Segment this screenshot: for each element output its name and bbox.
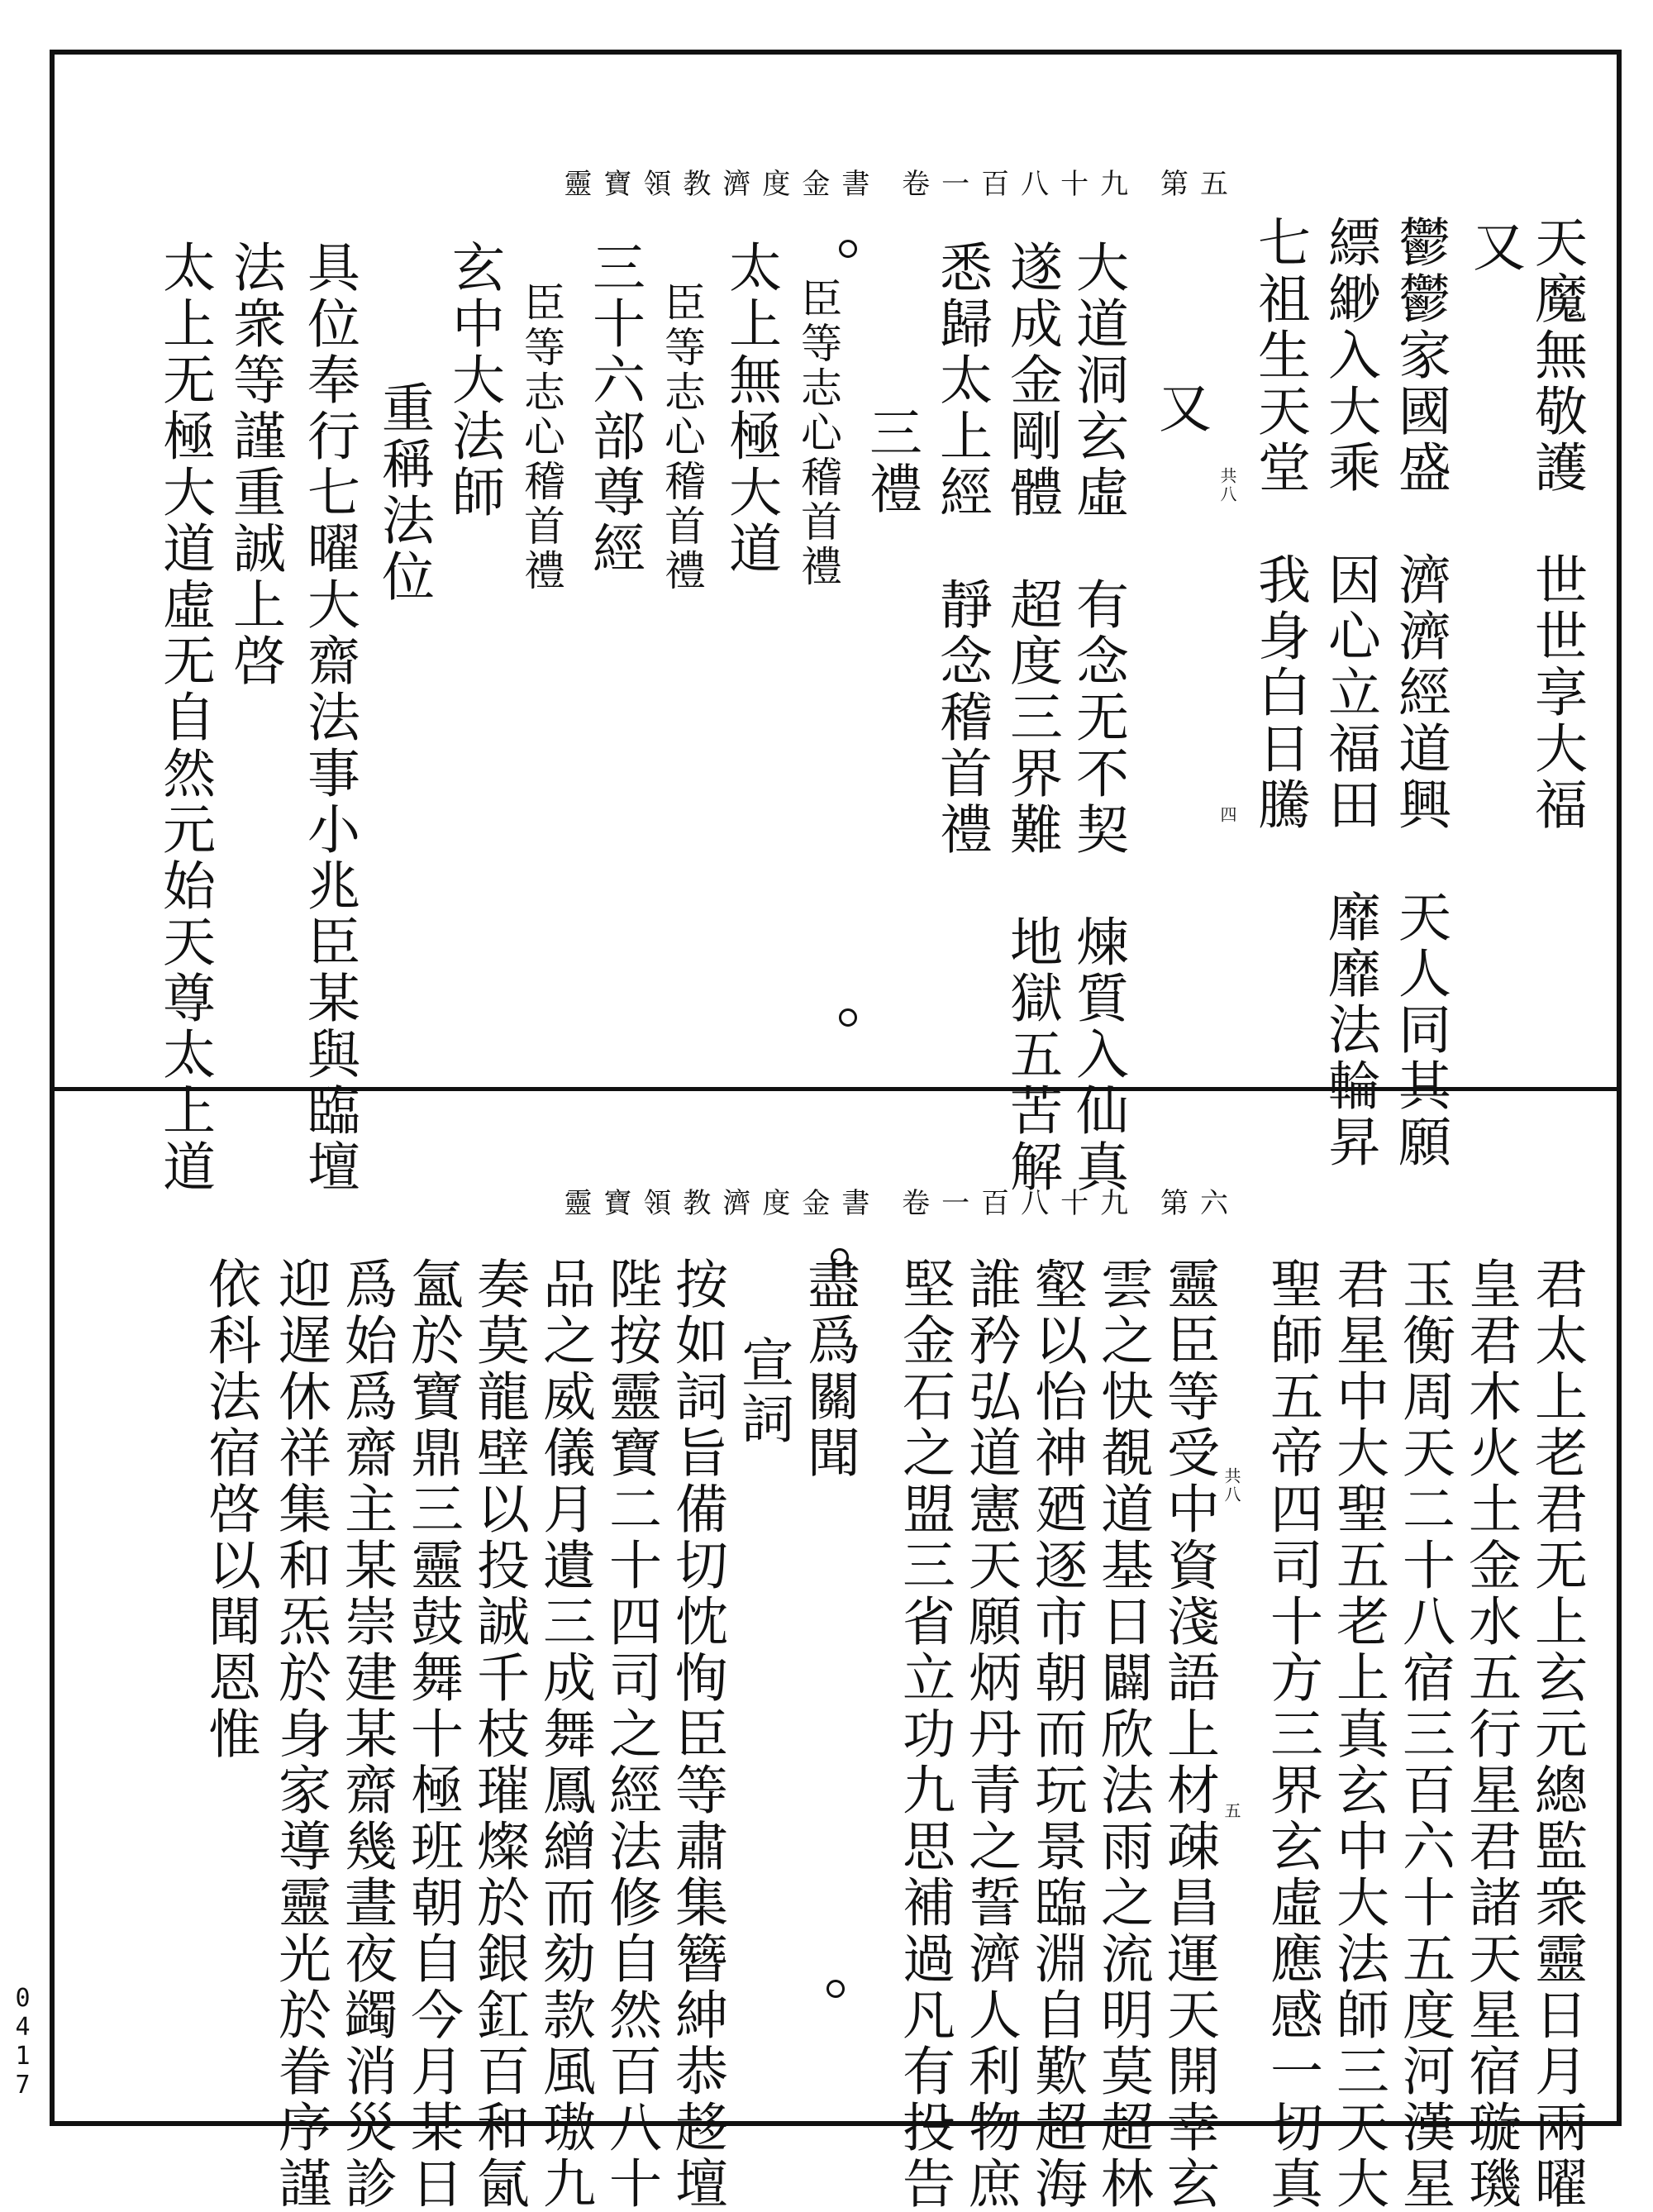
text-column: 雲之快覩道基日闢欣法雨之流明莫超林: [1092, 1256, 1153, 2212]
text-column: 大道洞玄虛 有念无不契 煉質入仙真: [1067, 240, 1128, 1195]
text-column: 壑以怡神廼逐市朝而玩景臨淵自歎超海: [1026, 1256, 1087, 2212]
text-column: 品之威儀月遺三成舞鳳繒而劾款風璈九: [534, 1256, 595, 2212]
text-column: 重稱法位: [373, 380, 434, 605]
text-column: 臣等志心稽首禮: [658, 281, 706, 594]
text-column: 又: [1464, 219, 1525, 275]
marginal-note: 四: [1217, 806, 1237, 824]
text-column: 陛按靈寶二十四司之經法修自然百八十: [600, 1256, 661, 2212]
text-column: 聖師五帝四司十方三界玄虛應感一切真: [1261, 1256, 1322, 2212]
text-column: 具位奉行七曜大齋法事小兆臣某與臨壇: [298, 240, 360, 1195]
text-column: 宣詞: [732, 1335, 793, 1447]
text-column: 奏莫龍壁以投誠千枝璀燦於銀釭百和氤: [468, 1256, 529, 2212]
marginal-note: 五: [1222, 1802, 1241, 1820]
text-column: 悉歸太上經 靜念稽首禮: [931, 240, 992, 858]
text-column: 遂成金剛體 超度三界難 地獄五苦解: [1001, 240, 1062, 1195]
binding-hole-mark: [831, 1248, 849, 1266]
text-column: 靈臣等受中資淺語上材疎昌運天開幸玄: [1158, 1256, 1219, 2212]
binding-hole-mark: [839, 1008, 857, 1027]
binding-hole-mark: [826, 1980, 845, 1998]
text-column: 七祖生天堂 我身白日騰: [1249, 215, 1310, 833]
text-column: 臣等志心稽首禮: [517, 281, 565, 594]
text-column: 氳於寶鼎三靈鼓舞十極班朝自今月某日: [402, 1256, 463, 2212]
text-column: 縹緲入大乘 因心立福田 靡靡法輪昇: [1319, 215, 1380, 1170]
text-column: 太上无極大道虛无自然元始天尊太上道: [154, 240, 215, 1195]
text-column: 盡爲關聞: [798, 1256, 860, 1481]
text-column: 按如詞旨備切忱恂臣等肅集簪紳恭趍壇: [666, 1256, 727, 2212]
text-column: 君太上老君无上玄元總監衆靈日月兩曜: [1526, 1256, 1587, 2212]
text-column: 又: [1150, 380, 1211, 436]
text-column: 臣等志心稽首禮: [794, 277, 842, 589]
bottom-page-header: 靈寶領教濟度金書 卷一百八十九 第六: [564, 1187, 1240, 1220]
text-column: 太上無極大道: [720, 240, 781, 577]
binding-hole-mark: [839, 240, 857, 258]
text-column: 三十六部尊經: [584, 240, 645, 577]
text-column: 天魔無敬護 世世享大福: [1526, 215, 1587, 833]
text-column: 迎遅休祥集和炁於身家導靈光於眷序謹: [269, 1256, 331, 2212]
text-column: 誰矜弘道憲天願炳丹青之誓濟人利物庶: [960, 1256, 1021, 2212]
text-column: 堅金石之盟三省立功九思補過凡有投告: [893, 1256, 955, 2212]
top-page-header: 靈寶領教濟度金書 卷一百八十九 第五: [564, 168, 1240, 201]
text-column: 玄中大法師: [443, 240, 504, 521]
page-divider: [50, 1087, 1622, 1091]
text-column: 依科法宿啓以聞恩惟: [199, 1256, 260, 1762]
text-column: 君星中大聖五老上真玄中大法師三天大: [1327, 1256, 1389, 2212]
marginal-note: 共八: [1217, 467, 1237, 503]
text-column: 法衆等謹重誠上啓: [224, 240, 285, 689]
text-column: 鬱鬱家國盛 濟濟經道興 天人同其願: [1389, 215, 1451, 1170]
text-column: 皇君木火土金水五行星君諸天星宿璇璣: [1460, 1256, 1521, 2212]
text-column: 爲始爲齋主某崇建某齋幾晝夜蠲消災診: [336, 1256, 397, 2212]
text-column: 玉衡周天二十八宿三百六十五度河漢星: [1393, 1256, 1455, 2212]
page-number: 0417: [8, 1984, 37, 2100]
text-column: 三禮: [860, 405, 922, 517]
marginal-note: 共八: [1222, 1467, 1241, 1504]
